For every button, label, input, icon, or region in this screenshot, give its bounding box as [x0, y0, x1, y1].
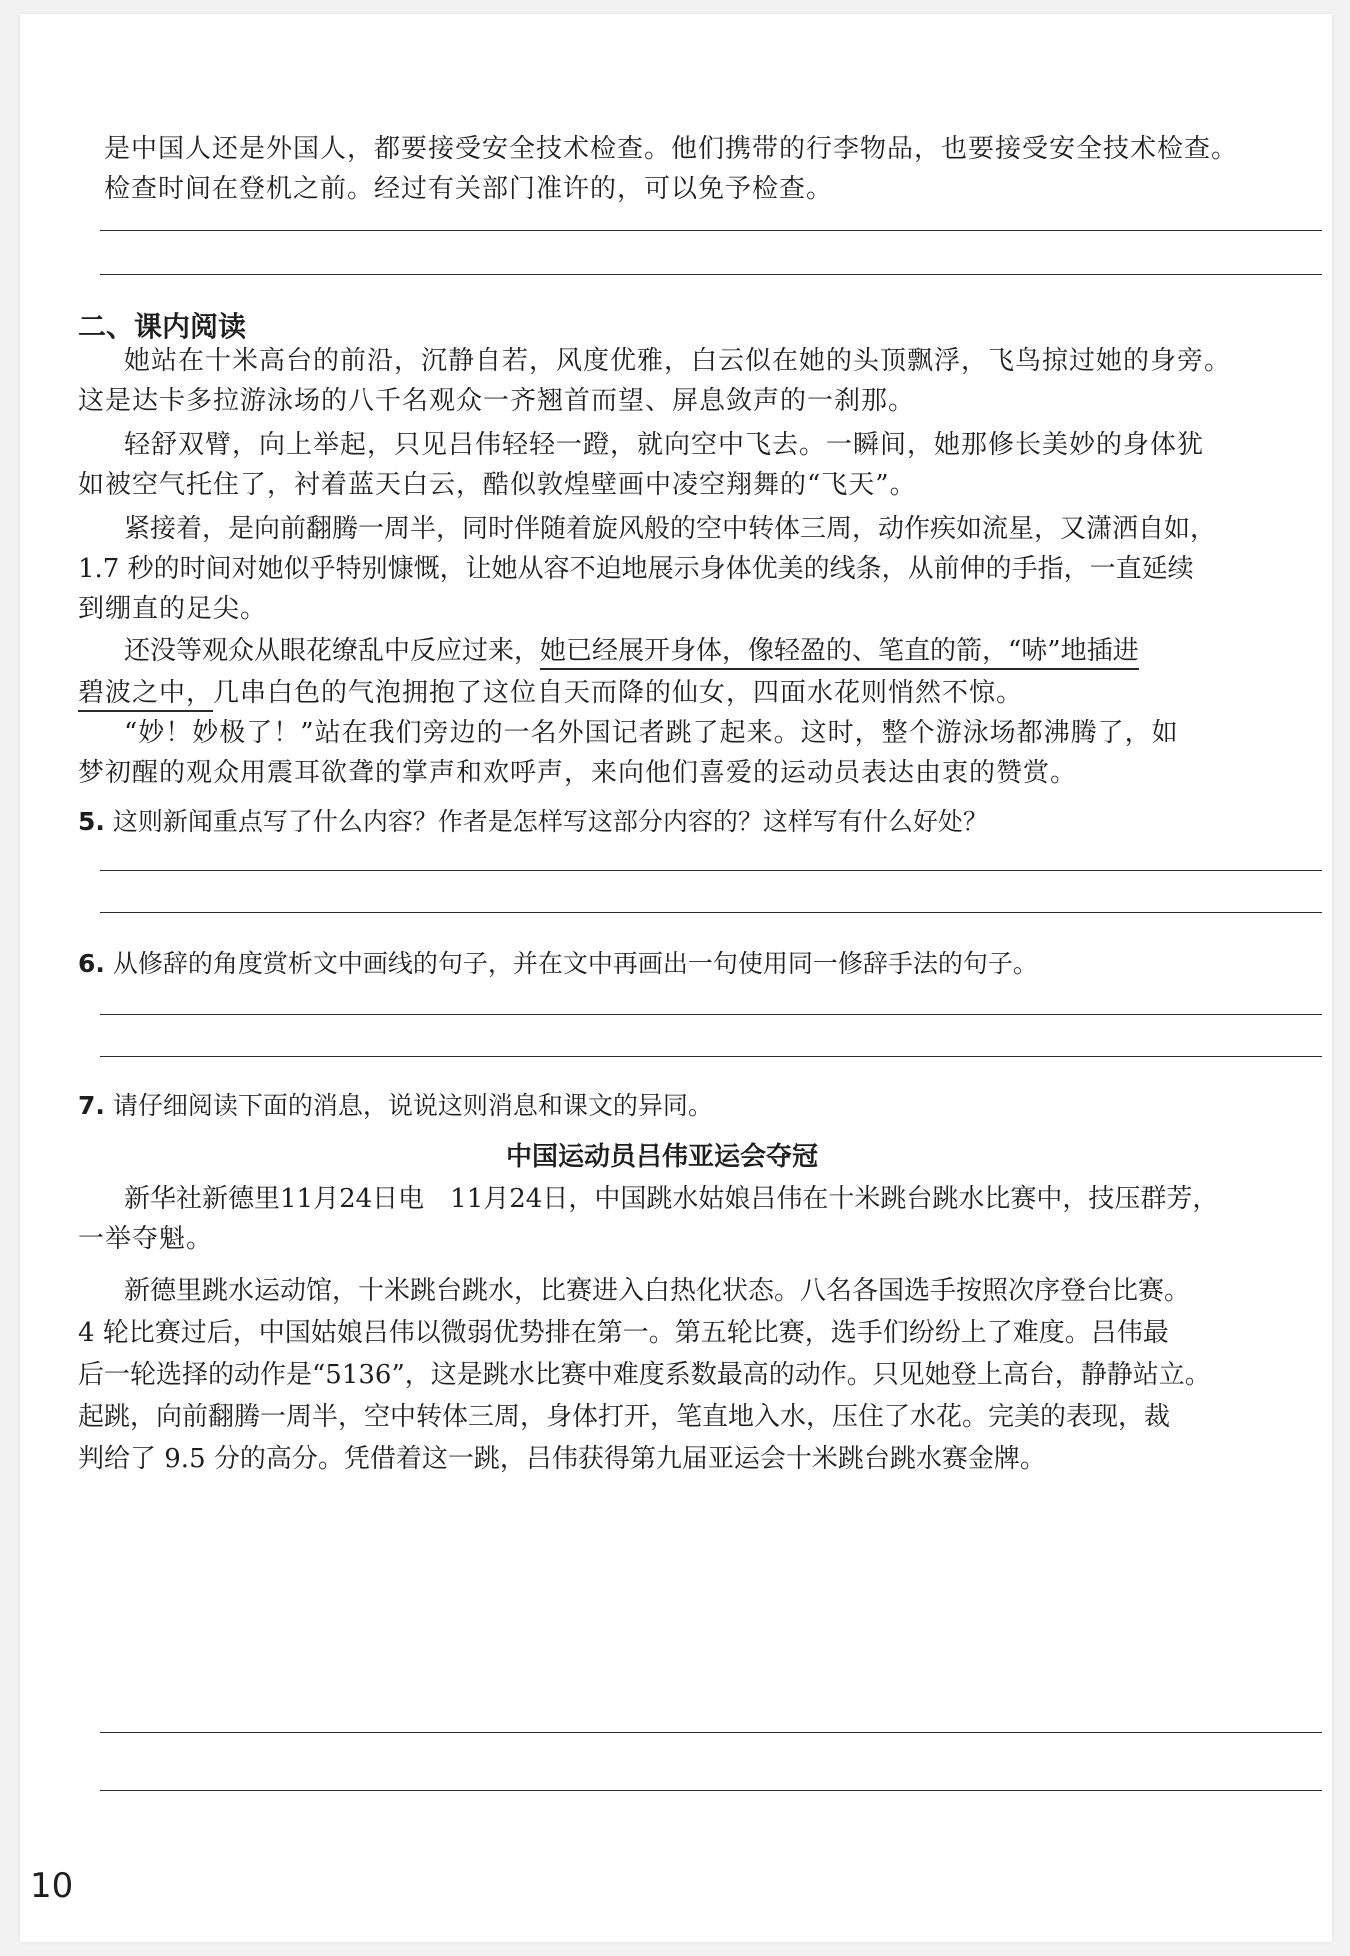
answer-line[interactable] — [100, 1790, 1322, 1791]
passage-line: 紧接着，是向前翻腾一周半，同时伴随着旋风般的空中转体三周，动作疾如流星，又潇洒自如， — [124, 514, 1217, 544]
answer-line[interactable] — [100, 1056, 1322, 1057]
page-number: 10 — [30, 1866, 74, 1906]
news-line: 判给了 9.5 分的高分。凭借着这一跳，吕伟获得第九届亚运会十米跳台跳水赛金牌。 — [78, 1444, 1046, 1474]
workbook-page — [20, 14, 1332, 1942]
answer-line[interactable] — [100, 230, 1322, 231]
news-line: 后一轮选择的动作是“5136”，这是跳水比赛中难度系数最高的动作。只见她登上高台，静静站立。 — [78, 1360, 1211, 1390]
news-title: 中国运动员吕伟亚运会夺冠 — [506, 1142, 819, 1172]
news-line: 4 轮比赛过后，中国姑娘吕伟以微弱优势排在第一。第五轮比赛，选手们纷纷上了难度。吕伟最 — [78, 1318, 1169, 1348]
question-5 — [78, 802, 988, 838]
question-7 — [78, 1086, 713, 1122]
passage-line — [78, 678, 1023, 708]
question-text: 请仔细阅读下面的消息，说说这则消息和课文的异同。 — [112, 1091, 713, 1120]
passage-text: 还没等观众从眼花缭乱中反应过来， — [124, 636, 541, 666]
question-6 — [78, 944, 1038, 980]
question-text: 这则新闻重点写了什么内容？作者是怎样写这部分内容的？这样写有什么好处？ — [112, 807, 988, 836]
question-number: 6. — [78, 949, 105, 978]
passage-line: 到绷直的足尖。 — [78, 594, 268, 624]
question-number: 5. — [78, 807, 105, 836]
answer-line[interactable] — [100, 1014, 1322, 1015]
answer-line[interactable] — [100, 870, 1322, 871]
passage-line: 她站在十米高台的前沿，沉静自若，风度优雅，白云似在她的头顶飘浮，飞鸟掠过她的身旁。 — [124, 346, 1232, 376]
answer-line[interactable] — [100, 274, 1322, 275]
answer-line[interactable] — [100, 1732, 1322, 1733]
passage-text: 几串白色的气泡拥抱了这位自天而降的仙女，四面水花则悄然不惊。 — [213, 678, 1024, 708]
question-text: 从修辞的角度赏析文中画线的句子，并在文中再画出一句使用同一修辞手法的句子。 — [112, 949, 1038, 978]
underlined-sentence: 碧波之中， — [78, 678, 213, 712]
news-line: 新华社新德里11月24日电 11月24日，中国跳水姑娘吕伟在十米跳台跳水比赛中，技压群芳， — [124, 1184, 1219, 1214]
passage-line: 轻舒双臂，向上举起，只见吕伟轻轻一蹬，就向空中飞去。一瞬间，她那修长美妙的身体犹 — [124, 430, 1205, 460]
passage-line: 这是达卡多拉游泳场的八千名观众一齐翘首而望、屏息敛声的一刹那。 — [78, 386, 916, 416]
answer-line[interactable] — [100, 912, 1322, 913]
passage-line: 梦初醒的观众用震耳欲聋的掌声和欢呼声，来向他们喜爱的运动员表达由衷的赞赏。 — [78, 758, 1078, 788]
intro-line: 是中国人还是外国人，都要接受安全技术检查。他们携带的行李物品，也要接受安全技术检查。 — [104, 134, 1239, 164]
news-line: 起跳，向前翻腾一周半，空中转体三周，身体打开，笔直地入水，压住了水花。完美的表现，裁 — [78, 1402, 1171, 1432]
passage-line: 如被空气托住了，衬着蓝天白云，酷似敦煌壁画中凌空翔舞的“飞天”。 — [78, 470, 917, 500]
underlined-sentence: 她已经展开身体，像轻盈的、笔直的箭，“哧”地插进 — [540, 636, 1139, 670]
passage-line — [124, 636, 1139, 666]
news-line: 一举夺魁。 — [78, 1224, 214, 1254]
passage-line: “妙！妙极了！”站在我们旁边的一名外国记者跳了起来。这时，整个游泳场都沸腾了，如 — [124, 718, 1179, 748]
intro-line: 检查时间在登机之前。经过有关部门准许的，可以免予检查。 — [104, 174, 834, 204]
section-heading: 二、课内阅读 — [78, 310, 247, 343]
news-line: 新德里跳水运动馆，十米跳台跳水，比赛进入白热化状态。八名各国选手按照次序登台比赛。 — [124, 1276, 1191, 1306]
passage-line: 1.7 秒的时间对她似乎特别慷慨，让她从容不迫地展示身体优美的线条，从前伸的手指，一直延续 — [78, 554, 1194, 584]
question-number: 7. — [78, 1091, 105, 1120]
